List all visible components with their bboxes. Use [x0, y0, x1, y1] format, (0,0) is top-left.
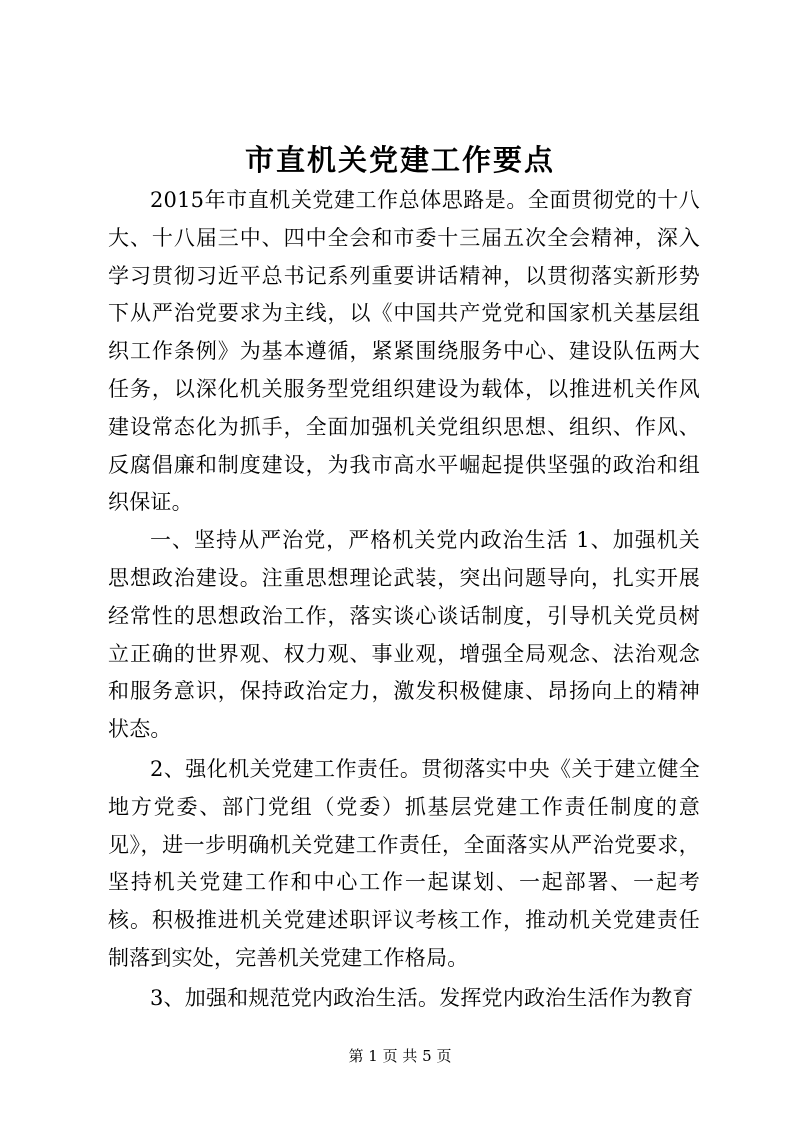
- document-body: [108, 182, 700, 1018]
- paragraph-item-2: 2、强化机关党建工作责任。贯彻落实中央《关于建立健全地方党委、部门党组（党委）抓基层党建工作责任制度的意见》，进一步明确机关党建工作责任，全面落实从严治党要求，坚持机关党建工作和中心工作一起谋划、一起部署、一起考核。积极推进机关党建述职评议考核工作，推动机关党建责任制落到实处，完善机关党建工作格局。: [108, 756, 700, 970]
- paragraph-overview: 2015年市直机关党建工作总体思路是。全面贯彻党的十八大、十八届三中、四中全会和市委十三届五次全会精神，深入学习贯彻习近平总书记系列重要讲话精神，以贯彻落实新形势下从严治党要求为主线，以《中国共产党党和国家机关基层组织工作条例》为基本遵循，紧紧围绕服务中心、建设队伍两大任务，以深化机关服务型党组织建设为载体，以推进机关作风建设常态化为抓手，全面加强机关党组织思想、组织、作风、反腐倡廉和制度建设，为我市高水平崛起提供坚强的政治和组织保证。: [108, 188, 700, 515]
- page-number-footer: 第 1 页 共 5 页: [348, 1047, 452, 1065]
- paragraph-section-1: 一、坚持从严治党，严格机关党内政治生活 1、加强机关思想政治建设。注重思想理论武装，突出问题导向，扎实开展经常性的思想政治工作，落实谈心谈话制度，引导机关党员树立正确的世界观、权力观、事业观，增强全局观念、法治观念和服务意识，保持政治定力，激发积极健康、昂扬向上的精神状态。: [108, 528, 700, 742]
- document-title: 市直机关党建工作要点: [244, 143, 555, 177]
- paragraph-item-3: 3、加强和规范党内政治生活。发挥党内政治生活作为教育: [150, 985, 694, 1010]
